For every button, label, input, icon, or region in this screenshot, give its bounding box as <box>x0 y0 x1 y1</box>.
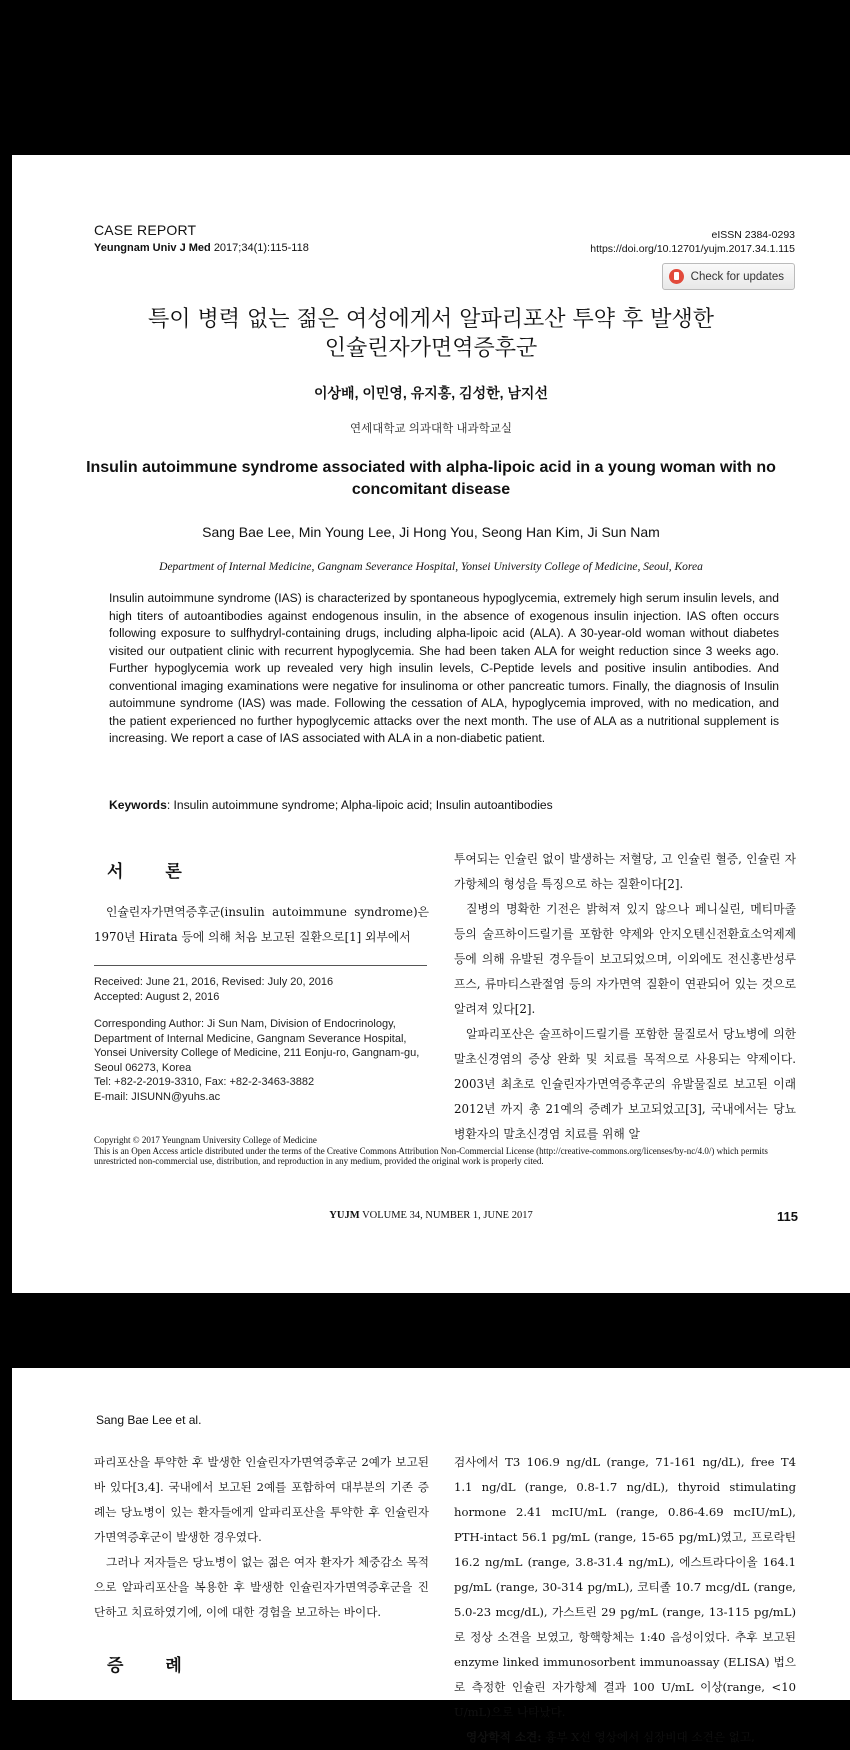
journal-name: Yeungnam Univ J Med <box>94 242 211 254</box>
right-paragraph-3: 알파리포산은 술프하이드릴기를 포함한 물질로서 당뇨병에 의한 말초신경염의 증상 완화 및 치료를 목적으로 사용되는 약제이다. 2003년 최초로 인슐린자가면역증후군의 유발물질로 보고된 이래 2012년 까지 총 21예의 증례가 보고되었고[3], 국내에서는 당뇨병환자의 말초신경염 치료를 위해 알 <box>454 1027 796 1141</box>
doi-link[interactable]: https://doi.org/10.12701/yujm.2017.34.1.115 <box>590 243 795 255</box>
publication-ids <box>590 228 795 256</box>
footer-journal: YUJM <box>329 1210 360 1221</box>
section-heading-intro: 서 론 <box>107 862 200 882</box>
contact-email[interactable]: E-mail: JISUNN@yuhs.ac <box>94 1090 221 1103</box>
page-one <box>12 155 850 1293</box>
page-number: 115 <box>777 1209 798 1224</box>
imaging-text: 흉부 X선 영상에서 심장비대 소견은 없고, <box>541 1730 755 1744</box>
title-korean-line2: 인슐린자가면역증후군 <box>324 336 538 361</box>
right-column <box>454 847 796 1147</box>
title-korean <box>52 305 810 363</box>
imaging-label: 영상학적 소견: <box>466 1730 542 1744</box>
footer-volume: VOLUME 34, NUMBER 1, JUNE 2017 <box>362 1210 533 1221</box>
right-paragraph-2: 질병의 명확한 기전은 밝혀져 있지 않으나 페니실린, 메티마졸 등의 술프하이드릴기를 포함한 약제와 안지오텐신전환효소억제제 등에 의해 유발된 경우들이 보고되었으며, 이외에도 전신홍반성루프스, 류마티스관절염 등의 자가면역 질환이 연관되어 있는 것으로 알려져 있다[2]. <box>454 902 796 1016</box>
article-type-label: CASE REPORT <box>94 222 197 238</box>
check-updates-button[interactable] <box>662 263 795 290</box>
abstract: Insulin autoimmune syndrome (IAS) is characterized by spontaneous hypoglycemia, extremely high serum insulin levels, and high titers of autoantibodies against endogenous insulin, in the absence of exogenous insulin injection. IAS often occurs following exposure to sulfhydryl-containing drugs, including alpha-lipoic acid (ALA). A 30-year-old woman without diabetes visited our outpatient clinic with recurrent hypoglycemia. She had been taken ALA for weight reduction since 3 weeks ago. Further hypoglycemia work up revealed very high insulin levels, C-Peptide levels and positive insulin antibodies. And conventional imaging examinations were negative for insulinoma or other pancreatic tumors. Finally, the diagnosis of Insulin autoimmune syndrome (IAS) was made. Following the cessation of ALA, hypoglycemia improved, with no medication, and the patient experienced no further hypoglycemic attacks over the next month. The use of ALA as a nutritional supplement is increasing. We report a case of IAS associated with ALA in a non-diabetic patient. <box>109 591 779 745</box>
contact-phone: Tel: +82-2-2019-3310, Fax: +82-2-3463-3882 <box>94 1076 315 1088</box>
intro-paragraph: 인슐린자가면역증후군(insulin autoimmune syndrome)은 1970년 Hirata 등에 의해 처음 보고된 질환으로[1] 외부에서 <box>94 905 429 944</box>
affiliation-korean: 연세대학교 의과대학 내과학교실 <box>350 423 512 435</box>
section-heading-case: 증 례 <box>107 1656 200 1676</box>
left-paragraph-2: 그러나 저자들은 당뇨병이 없는 젊은 여자 환자가 체중감소 목적으로 알파리포산을 복용한 후 발생한 인슐린자가면역증후군을 진단하고 치료하였기에, 이에 대한 경험을 보고하는 바이다. <box>94 1555 429 1619</box>
page-two <box>12 1368 850 1744</box>
right-paragraph-1: 투여되는 인슐린 없이 발생하는 저혈당, 고 인슐린 혈증, 인슐린 자가항체의 형성을 특징으로 하는 질환이다[2]. <box>454 852 796 891</box>
copyright-line: Copyright © 2017 Yeungnam University College of Medicine <box>94 1135 317 1145</box>
dates-block <box>94 975 429 1004</box>
page-footer <box>12 1210 850 1221</box>
license-text: This is an Open Access article distributed under the terms of the Creative Commons Attribution Non-Commercial License (http://creative-commons.org/licenses/by-nc/4.0/) which permits unrestricted non-commercial use, distribution, and reproduction in any medium, provided the original work is properly cited. <box>94 1145 768 1166</box>
right-column <box>454 1450 796 1750</box>
title-korean-line1: 특이 병력 없는 젊은 여성에게서 알파리포산 투약 후 발생한 <box>148 307 714 332</box>
correspondence-block <box>94 1017 429 1104</box>
authors-english: Sang Bae Lee, Min Young Lee, Ji Hong You, Seong Han Kim, Ji Sun Nam <box>202 524 660 540</box>
received-date: Received: June 21, 2016, Revised: July 20, 2016 <box>94 976 334 988</box>
journal-citation <box>94 242 309 254</box>
lab-results-paragraph: 검사에서 T3 106.9 ng/dL (range, 71-161 ng/dL), free T4 1.1 ng/dL (range, 0.8-1.7 ng/dL), thyroid stimulating hormone 2.41 mcIU/mL (range, 0.86-4.69 mcIU/mL), PTH-intact 56.1 pg/mL (range, 15-65 pg/mL)였고, 프로락틴 16.2 ng/mL (range, 3.8-31.4 ng/mL), 에스트라다이올 164.1 pg/mL (range, 30-314 pg/mL), 코티졸 10.7 mcg/dL (range, 5.0-23 mcg/dL), 가스트린 29 pg/mL (range, 13-115 pg/mL)로 정상 소견을 보였고, 항핵항체는 1:40 음성이었다. 추후 보고된 enzyme linked immunosorbent immunoassay (ELISA) 법으로 측정한 인슐린 자가항체 결과 100 U/mL 이상(range, <10 U/mL)으로 나타났다. <box>454 1455 796 1719</box>
eissn-text: eISSN 2384-0293 <box>711 229 795 241</box>
copyright-notice <box>94 1135 798 1167</box>
title-english: Insulin autoimmune syndrome associated with alpha-lipoic acid in a young woman with no concomitant disease <box>86 459 776 498</box>
keywords-label: Keywords <box>109 798 167 812</box>
crossmark-icon <box>669 269 684 284</box>
affiliation-english: Department of Internal Medicine, Gangnam Severance Hospital, Yonsei University College of Medicine, Seoul, Korea <box>159 561 703 573</box>
authors-korean: 이상배, 이민영, 유지홍, 김성한, 남지선 <box>314 385 548 401</box>
check-updates-label: Check for updates <box>690 270 784 283</box>
imaging-paragraph <box>454 1725 796 1750</box>
running-head: Sang Bae Lee et al. <box>96 1413 202 1427</box>
left-paragraph-1: 파리포산을 투약한 후 발생한 인슐린자가면역증후군 2예가 보고된 바 있다[3,4]. 국내에서 보고된 2예를 포함하여 대부분의 기존 증례는 당뇨병이 있는 환자들에게 알파리포산을 투약한 후 인슐린자가면역증후군이 발생한 경우였다. <box>94 1455 429 1544</box>
footnote-divider <box>94 965 427 966</box>
accepted-date: Accepted: August 2, 2016 <box>94 990 220 1003</box>
keywords-list: : Insulin autoimmune syndrome; Alpha-lipoic acid; Insulin autoantibodies <box>166 798 553 812</box>
journal-ref: 2017;34(1):115-118 <box>213 242 309 254</box>
keywords <box>109 798 553 812</box>
corresponding-author: Corresponding Author: Ji Sun Nam, Division of Endocrinology, Department of Internal Medicine, Gangnam Severance Hospital, Yonsei University College of Medicine, 211 Eonju-ro, Gangnam-gu, Seoul 06273, Korea <box>94 1018 420 1074</box>
left-column <box>94 1450 429 1625</box>
